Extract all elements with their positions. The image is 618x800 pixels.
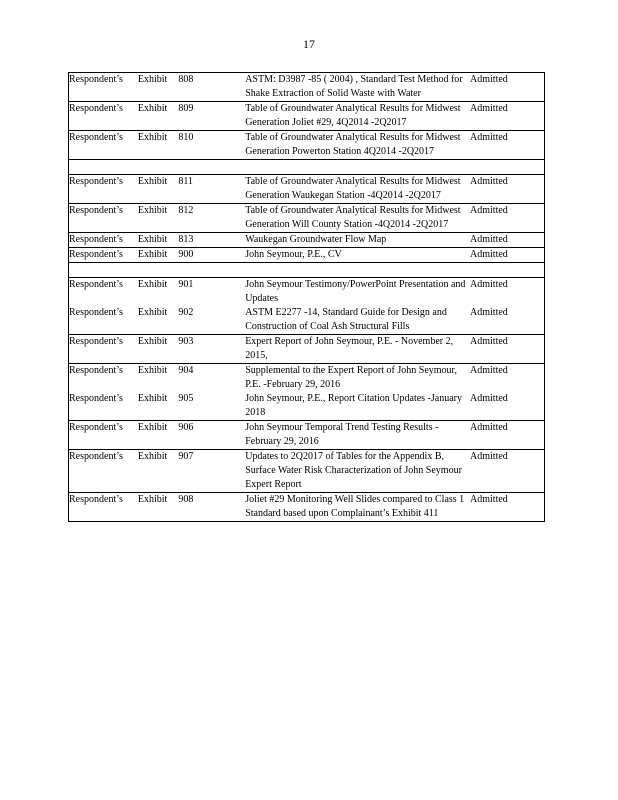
table-row [69,131,545,160]
description-cell: Table of Groundwater Analytical Results for Midwest Generation Joliet #29, 4Q2014 -2Q2017 [245,102,470,131]
status-cell: Admitted [470,131,544,160]
party-cell: Respondent’s [69,102,138,131]
exhibit-label-cell: Exhibit [138,248,179,263]
exhibit-number-cell: 900 [178,248,245,263]
description-cell: Supplemental to the Expert Report of John Seymour, P.E. -February 29, 2016 [245,364,470,393]
exhibit-label-cell: Exhibit [138,204,179,233]
exhibit-table [68,72,545,522]
exhibit-label-cell: Exhibit [138,335,179,364]
exhibit-number-cell: 811 [178,175,245,204]
description-cell: ASTM E2277 -14, Standard Guide for Design and Construction of Coal Ash Structural Fills [245,306,470,335]
party-cell: Respondent’s [69,278,138,307]
exhibit-label-cell: Exhibit [138,131,179,160]
status-cell: Admitted [470,421,544,450]
table-row [69,102,545,131]
party-cell: Respondent’s [69,364,138,393]
page-number: 17 [303,37,315,51]
party-cell: Respondent’s [69,233,138,248]
exhibit-number-cell: 813 [178,233,245,248]
exhibit-number-cell: 812 [178,204,245,233]
exhibit-number-cell: 904 [178,364,245,393]
table-row [69,392,545,421]
description-cell: Table of Groundwater Analytical Results for Midwest Generation Waukegan Station -4Q2014 -2Q2017 [245,175,470,204]
party-cell: Respondent’s [69,248,138,263]
table-row [69,450,545,493]
table-row [69,493,545,522]
description-cell: Table of Groundwater Analytical Results for Midwest Generation Powerton Station 4Q2014 -2Q2017 [245,131,470,160]
table-row [69,73,545,102]
exhibit-label-cell: Exhibit [138,392,179,421]
party-cell: Respondent’s [69,450,138,493]
description-cell: John Seymour, P.E., Report Citation Updates -January 2018 [245,392,470,421]
exhibit-number-cell: 810 [178,131,245,160]
table-row [69,204,545,233]
exhibit-number-cell: 809 [178,102,245,131]
description-cell: Waukegan Groundwater Flow Map [245,233,470,248]
description-cell: ASTM: D3987 -85 ( 2004) , Standard Test Method for Shake Extraction of Solid Waste with Water [245,73,470,102]
exhibit-label-cell: Exhibit [138,102,179,131]
exhibit-label-cell: Exhibit [138,364,179,393]
description-cell: John Seymour Temporal Trend Testing Results -February 29, 2016 [245,421,470,450]
exhibit-number-cell: 906 [178,421,245,450]
party-cell: Respondent’s [69,421,138,450]
status-cell: Admitted [470,364,544,393]
exhibit-label-cell: Exhibit [138,421,179,450]
exhibit-label-cell: Exhibit [138,233,179,248]
party-cell: Respondent’s [69,493,138,522]
description-cell: John Seymour Testimony/PowerPoint Presentation and Updates [245,278,470,307]
status-cell: Admitted [470,278,544,307]
exhibit-number-cell: 903 [178,335,245,364]
exhibit-label-cell: Exhibit [138,306,179,335]
party-cell: Respondent’s [69,204,138,233]
spacer-row [69,263,545,278]
table-row [69,233,545,248]
exhibit-label-cell: Exhibit [138,175,179,204]
exhibit-number-cell: 901 [178,278,245,307]
table-row [69,335,545,364]
exhibit-label-cell: Exhibit [138,278,179,307]
party-cell: Respondent’s [69,306,138,335]
table-row [69,175,545,204]
table-row [69,278,545,307]
status-cell: Admitted [470,248,544,263]
table-row [69,306,545,335]
description-cell: Expert Report of John Seymour, P.E. - November 2, 2015, [245,335,470,364]
status-cell: Admitted [470,175,544,204]
exhibit-number-cell: 905 [178,392,245,421]
exhibit-number-cell: 907 [178,450,245,493]
party-cell: Respondent’s [69,73,138,102]
status-cell: Admitted [470,204,544,233]
status-cell: Admitted [470,102,544,131]
exhibit-number-cell: 808 [178,73,245,102]
status-cell: Admitted [470,335,544,364]
status-cell: Admitted [470,233,544,248]
spacer-row [69,160,545,175]
status-cell: Admitted [470,392,544,421]
exhibit-label-cell: Exhibit [138,73,179,102]
table-row [69,421,545,450]
status-cell: Admitted [470,493,544,522]
table-row [69,364,545,393]
party-cell: Respondent’s [69,175,138,204]
exhibit-number-cell: 902 [178,306,245,335]
table-row [69,248,545,263]
status-cell: Admitted [470,306,544,335]
party-cell: Respondent’s [69,392,138,421]
description-cell: John Seymour, P.E., CV [245,248,470,263]
party-cell: Respondent’s [69,131,138,160]
exhibit-label-cell: Exhibit [138,450,179,493]
status-cell: Admitted [470,450,544,493]
exhibit-number-cell: 908 [178,493,245,522]
description-cell: Updates to 2Q2017 of Tables for the Appendix B, Surface Water Risk Characterization of John Seymour Expert Report [245,450,470,493]
status-cell: Admitted [470,73,544,102]
party-cell: Respondent’s [69,335,138,364]
description-cell: Table of Groundwater Analytical Results for Midwest Generation Will County Station -4Q2014 -2Q2017 [245,204,470,233]
description-cell: Joliet #29 Monitoring Well Slides compared to Class 1 Standard based upon Complainant’s Exhibit 411 [245,493,470,522]
exhibit-label-cell: Exhibit [138,493,179,522]
